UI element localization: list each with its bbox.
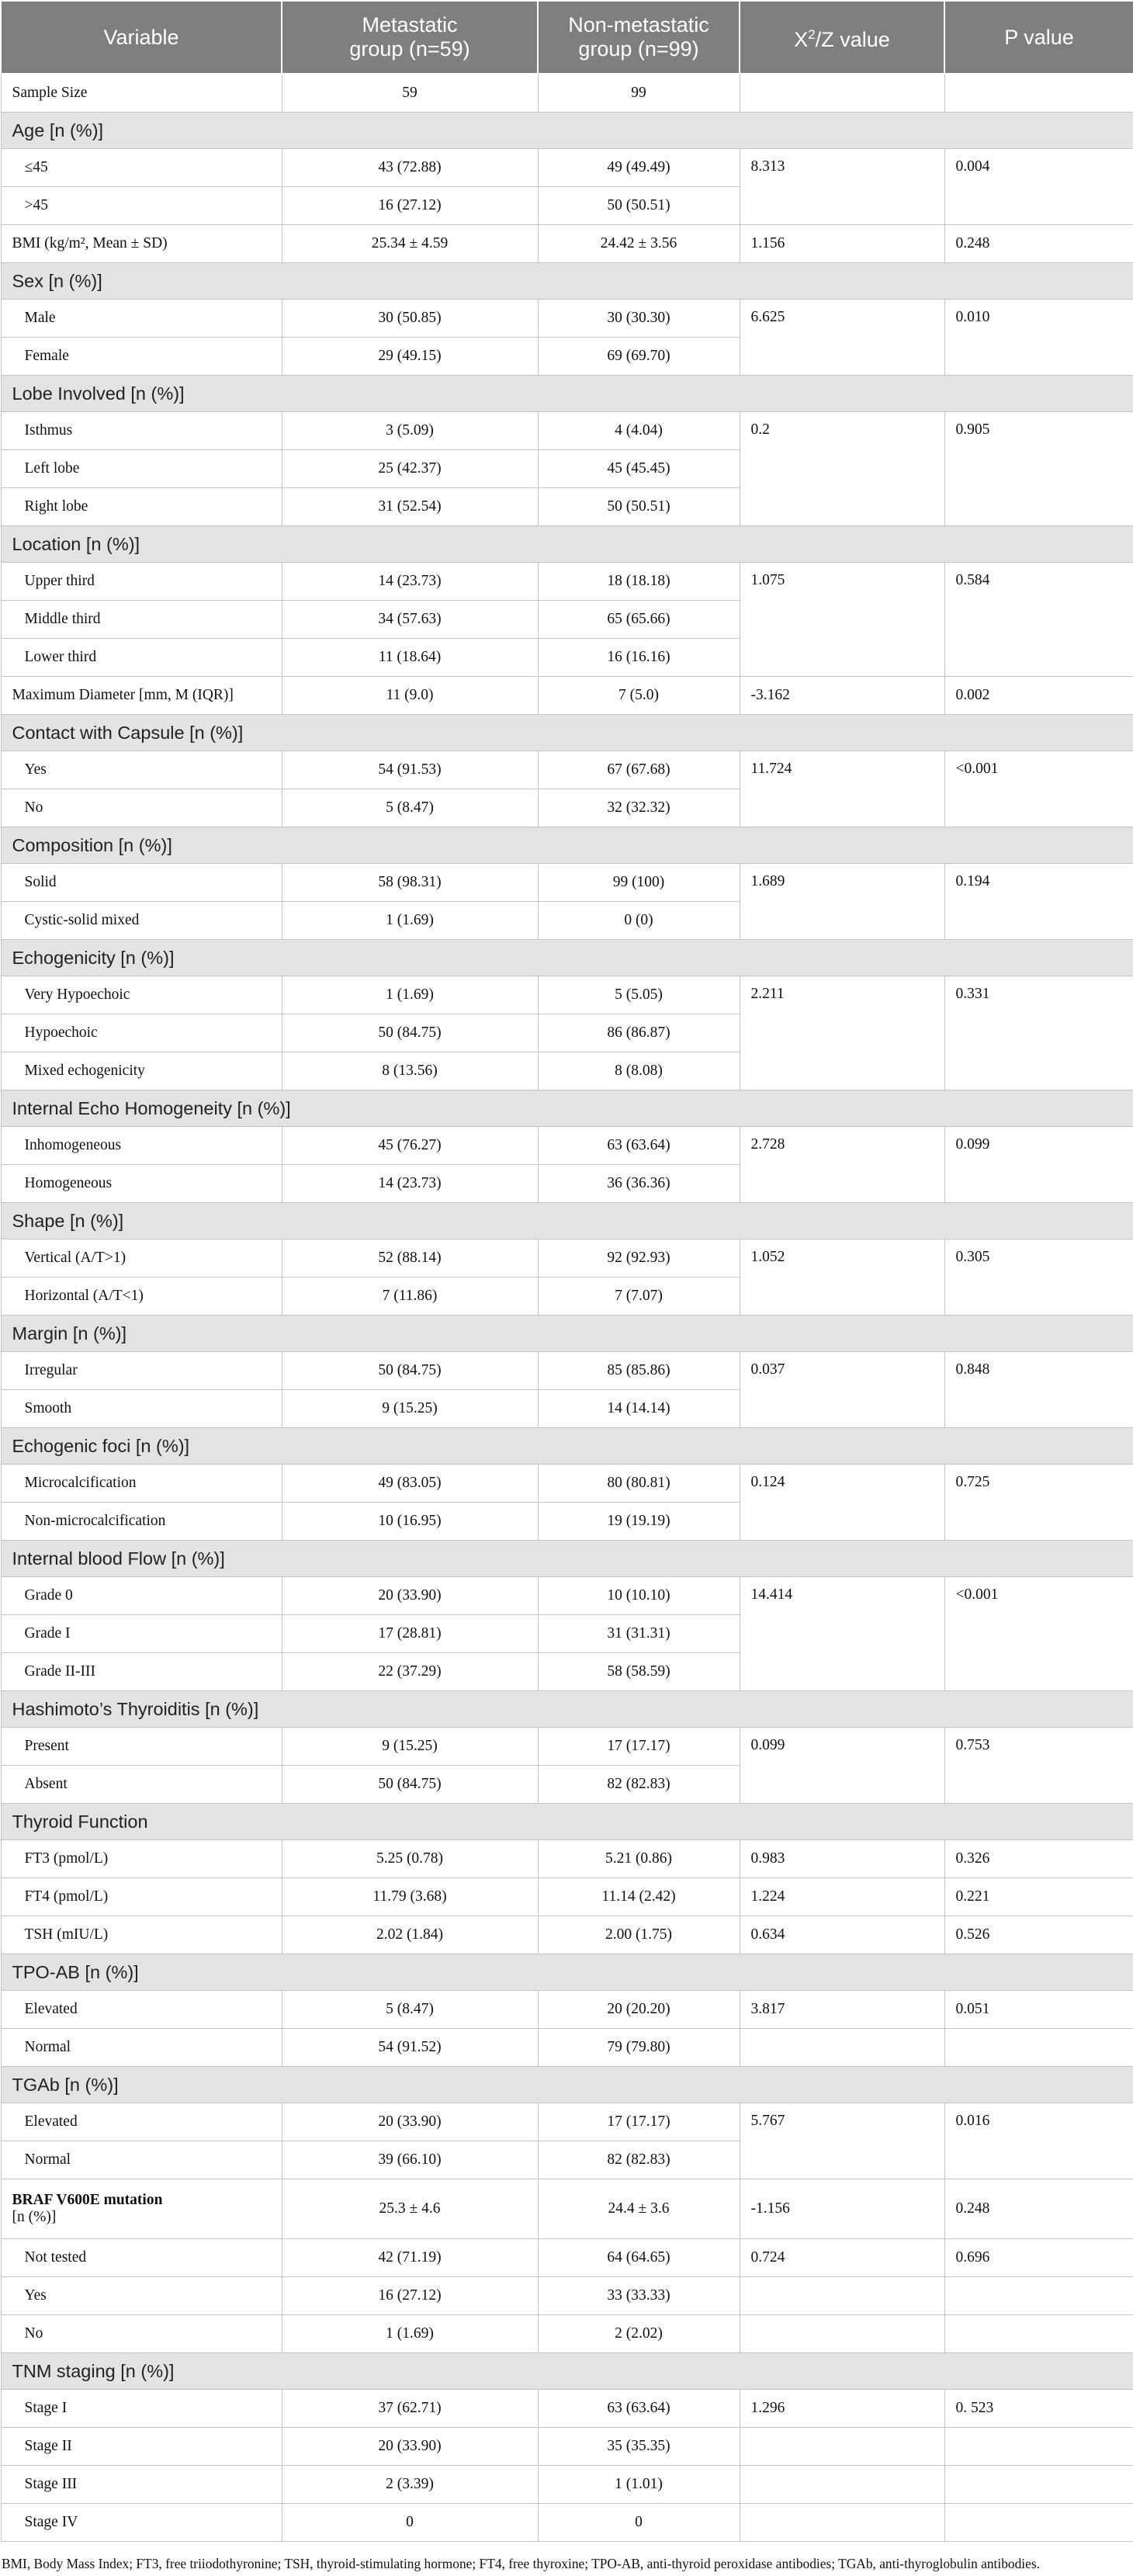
table-row xyxy=(1,864,1133,902)
non-metastatic-cell: 8 (8.08) xyxy=(538,1052,740,1090)
non-metastatic-cell: 7 (5.0) xyxy=(538,677,740,715)
metastatic-cell: 5.25 (0.78) xyxy=(282,1840,538,1878)
stat-cell: 5.767 xyxy=(740,2103,944,2179)
variable-cell: Grade 0 xyxy=(1,1577,282,1615)
table-row xyxy=(1,1352,1133,1390)
variable-cell: No xyxy=(1,789,282,827)
p-value-cell: <0.001 xyxy=(944,1577,1133,1691)
non-metastatic-cell: 92 (92.93) xyxy=(538,1239,740,1278)
metastatic-cell: 45 (76.27) xyxy=(282,1127,538,1165)
non-metastatic-cell: 20 (20.20) xyxy=(538,1991,740,2029)
stat-cell: 11.724 xyxy=(740,751,944,827)
variable-cell: Inhomogeneous xyxy=(1,1127,282,1165)
non-metastatic-cell: 19 (19.19) xyxy=(538,1503,740,1541)
table-row xyxy=(1,1728,1133,1766)
variable-cell: Elevated xyxy=(1,1991,282,2029)
p-value-cell: 0.010 xyxy=(944,300,1133,376)
metastatic-cell: 31 (52.54) xyxy=(282,488,538,526)
section-row xyxy=(1,1428,1133,1465)
metastatic-cell: 22 (37.29) xyxy=(282,1653,538,1691)
metastatic-cell: 7 (11.86) xyxy=(282,1278,538,1316)
metastatic-cell: 25.34 ± 4.59 xyxy=(282,225,538,263)
variable-cell: FT4 (pmol/L) xyxy=(1,1878,282,1916)
non-metastatic-cell: 24.42 ± 3.56 xyxy=(538,225,740,263)
metastatic-cell: 29 (49.15) xyxy=(282,338,538,376)
section-row xyxy=(1,1804,1133,1840)
table-header xyxy=(1,1,1133,74)
metastatic-cell: 54 (91.52) xyxy=(282,2029,538,2067)
stat-cell xyxy=(740,74,944,113)
variable-cell: Stage IV xyxy=(1,2504,282,2542)
p-value-cell: 0.194 xyxy=(944,864,1133,940)
non-metastatic-cell: 50 (50.51) xyxy=(538,187,740,225)
metastatic-cell: 54 (91.53) xyxy=(282,751,538,789)
stat-cell: 1.156 xyxy=(740,225,944,263)
non-metastatic-cell: 18 (18.18) xyxy=(538,563,740,601)
table-row xyxy=(1,1878,1133,1916)
metastatic-cell: 16 (27.12) xyxy=(282,187,538,225)
non-metastatic-cell: 99 xyxy=(538,74,740,113)
header-row xyxy=(1,1,1133,74)
table-row xyxy=(1,1127,1133,1165)
non-metastatic-cell: 63 (63.64) xyxy=(538,2390,740,2428)
non-metastatic-cell: 5 (5.05) xyxy=(538,976,740,1014)
variable-cell: Present xyxy=(1,1728,282,1766)
header-metastatic xyxy=(282,1,538,74)
p-value-cell xyxy=(944,2315,1133,2353)
table-row xyxy=(1,1239,1133,1278)
variable-cell: Yes xyxy=(1,751,282,789)
stat-cell: 0.983 xyxy=(740,1840,944,1878)
metastatic-cell: 2.02 (1.84) xyxy=(282,1916,538,1954)
variable-cell: Left lobe xyxy=(1,450,282,488)
stat-cell xyxy=(740,2504,944,2542)
p-value-cell: 0.326 xyxy=(944,1840,1133,1878)
header-stat xyxy=(740,1,944,74)
non-metastatic-cell: 86 (86.87) xyxy=(538,1014,740,1052)
header-non-metastatic-line2: group (n=99) xyxy=(578,37,699,61)
non-metastatic-cell: 80 (80.81) xyxy=(538,1465,740,1503)
stat-cell: 0.634 xyxy=(740,1916,944,1954)
metastatic-cell: 50 (84.75) xyxy=(282,1014,538,1052)
section-label: Internal blood Flow [n (%)] xyxy=(1,1541,1133,1577)
non-metastatic-cell: 10 (10.10) xyxy=(538,1577,740,1615)
variable-cell: BMI (kg/m², Mean ± SD) xyxy=(1,225,282,263)
metastatic-cell: 43 (72.88) xyxy=(282,149,538,187)
non-metastatic-cell: 49 (49.49) xyxy=(538,149,740,187)
metastatic-cell: 50 (84.75) xyxy=(282,1766,538,1804)
section-label: Composition [n (%)] xyxy=(1,827,1133,864)
table-row xyxy=(1,2390,1133,2428)
section-row xyxy=(1,827,1133,864)
variable-cell: Hypoechoic xyxy=(1,1014,282,1052)
p-value-cell: 0.221 xyxy=(944,1878,1133,1916)
non-metastatic-cell: 58 (58.59) xyxy=(538,1653,740,1691)
variable-cell: Grade I xyxy=(1,1615,282,1653)
section-label: Contact with Capsule [n (%)] xyxy=(1,715,1133,751)
metastatic-cell: 30 (50.85) xyxy=(282,300,538,338)
section-label: Thyroid Function xyxy=(1,1804,1133,1840)
non-metastatic-cell: 1 (1.01) xyxy=(538,2466,740,2504)
metastatic-cell: 16 (27.12) xyxy=(282,2277,538,2315)
metastatic-cell: 11.79 (3.68) xyxy=(282,1878,538,1916)
section-row xyxy=(1,376,1133,412)
stat-cell: 2.728 xyxy=(740,1127,944,1203)
table-row xyxy=(1,2315,1133,2353)
metastatic-cell: 17 (28.81) xyxy=(282,1615,538,1653)
non-metastatic-cell: 16 (16.16) xyxy=(538,639,740,677)
variable-cell: Very Hypoechoic xyxy=(1,976,282,1014)
section-row xyxy=(1,2067,1133,2103)
header-metastatic-line2: group (n=59) xyxy=(349,37,470,61)
p-value-cell: 0.331 xyxy=(944,976,1133,1090)
stat-cell: 1.689 xyxy=(740,864,944,940)
metastatic-cell: 1 (1.69) xyxy=(282,2315,538,2353)
table-row xyxy=(1,1991,1133,2029)
metastatic-cell: 25.3 ± 4.6 xyxy=(282,2179,538,2239)
p-value-cell: 0.248 xyxy=(944,2179,1133,2239)
header-metastatic-line1: Metastatic xyxy=(362,13,458,36)
table-row xyxy=(1,74,1133,113)
variable-cell: Stage II xyxy=(1,2428,282,2466)
table-row xyxy=(1,2428,1133,2466)
non-metastatic-cell: 50 (50.51) xyxy=(538,488,740,526)
p-value-cell xyxy=(944,2029,1133,2067)
non-metastatic-cell: 7 (7.07) xyxy=(538,1278,740,1316)
stat-cell: 0.2 xyxy=(740,412,944,526)
header-variable: Variable xyxy=(1,1,282,74)
variable-cell: Lower third xyxy=(1,639,282,677)
non-metastatic-cell: 17 (17.17) xyxy=(538,1728,740,1766)
stat-cell xyxy=(740,2029,944,2067)
metastatic-cell: 5 (8.47) xyxy=(282,1991,538,2029)
variable-cell: Solid xyxy=(1,864,282,902)
variable-cell: TSH (mIU/L) xyxy=(1,1916,282,1954)
non-metastatic-cell: 2 (2.02) xyxy=(538,2315,740,2353)
non-metastatic-cell: 4 (4.04) xyxy=(538,412,740,450)
table-row xyxy=(1,1840,1133,1878)
metastatic-cell: 25 (42.37) xyxy=(282,450,538,488)
stat-cell: 14.414 xyxy=(740,1577,944,1691)
non-metastatic-cell: 30 (30.30) xyxy=(538,300,740,338)
non-metastatic-cell: 32 (32.32) xyxy=(538,789,740,827)
stat-cell: 2.211 xyxy=(740,976,944,1090)
stat-cell xyxy=(740,2277,944,2315)
non-metastatic-cell: 36 (36.36) xyxy=(538,1165,740,1203)
variable-cell: Sample Size xyxy=(1,74,282,113)
metastatic-cell: 11 (18.64) xyxy=(282,639,538,677)
table-row xyxy=(1,300,1133,338)
metastatic-cell: 58 (98.31) xyxy=(282,864,538,902)
non-metastatic-cell: 11.14 (2.42) xyxy=(538,1878,740,1916)
p-value-cell: 0.016 xyxy=(944,2103,1133,2179)
metastatic-cell: 2 (3.39) xyxy=(282,2466,538,2504)
p-value-cell xyxy=(944,2428,1133,2466)
variable-cell: Mixed echogenicity xyxy=(1,1052,282,1090)
variable-cell: >45 xyxy=(1,187,282,225)
variable-cell xyxy=(1,2179,282,2239)
variable-cell: Female xyxy=(1,338,282,376)
metastatic-cell: 14 (23.73) xyxy=(282,1165,538,1203)
section-row xyxy=(1,940,1133,976)
variable-cell: Smooth xyxy=(1,1390,282,1428)
non-metastatic-cell: 5.21 (0.86) xyxy=(538,1840,740,1878)
section-label: Hashimoto’s Thyroiditis [n (%)] xyxy=(1,1691,1133,1728)
section-label: TNM staging [n (%)] xyxy=(1,2353,1133,2390)
p-value-cell: 0.753 xyxy=(944,1728,1133,1804)
metastatic-cell: 9 (15.25) xyxy=(282,1390,538,1428)
header-p-value: P value xyxy=(944,1,1133,74)
table-row xyxy=(1,2029,1133,2067)
non-metastatic-cell: 24.4 ± 3.6 xyxy=(538,2179,740,2239)
table-row xyxy=(1,2277,1133,2315)
section-row xyxy=(1,526,1133,563)
variable-cell: Stage I xyxy=(1,2390,282,2428)
stat-cell: 1.052 xyxy=(740,1239,944,1316)
p-value-cell xyxy=(944,2466,1133,2504)
variable-label: BRAF V600E mutation xyxy=(12,2192,163,2208)
variable-cell: Horizontal (A/T<1) xyxy=(1,1278,282,1316)
non-metastatic-cell: 69 (69.70) xyxy=(538,338,740,376)
non-metastatic-cell: 63 (63.64) xyxy=(538,1127,740,1165)
metastatic-cell: 42 (71.19) xyxy=(282,2239,538,2277)
table-row xyxy=(1,751,1133,789)
non-metastatic-cell: 79 (79.80) xyxy=(538,2029,740,2067)
variable-cell: Absent xyxy=(1,1766,282,1804)
metastatic-cell: 8 (13.56) xyxy=(282,1052,538,1090)
variable-cell: Yes xyxy=(1,2277,282,2315)
p-value-cell: 0.584 xyxy=(944,563,1133,677)
non-metastatic-cell: 82 (82.83) xyxy=(538,2141,740,2179)
stat-cell xyxy=(740,2466,944,2504)
table-row xyxy=(1,412,1133,450)
section-label: Lobe Involved [n (%)] xyxy=(1,376,1133,412)
section-label: Echogenicity [n (%)] xyxy=(1,940,1133,976)
variable-cell: ≤45 xyxy=(1,149,282,187)
metastatic-cell: 1 (1.69) xyxy=(282,976,538,1014)
variable-cell: Irregular xyxy=(1,1352,282,1390)
non-metastatic-cell: 45 (45.45) xyxy=(538,450,740,488)
header-stat-sup: 2 xyxy=(808,27,816,42)
p-value-cell: 0.905 xyxy=(944,412,1133,526)
section-row xyxy=(1,1541,1133,1577)
metastatic-cell: 10 (16.95) xyxy=(282,1503,538,1541)
section-row xyxy=(1,715,1133,751)
p-value-cell: 0.696 xyxy=(944,2239,1133,2277)
stat-cell: 6.625 xyxy=(740,300,944,376)
table-row xyxy=(1,677,1133,715)
variable-cell: Cystic-solid mixed xyxy=(1,902,282,940)
variable-cell: Vertical (A/T>1) xyxy=(1,1239,282,1278)
non-metastatic-cell: 35 (35.35) xyxy=(538,2428,740,2466)
non-metastatic-cell: 2.00 (1.75) xyxy=(538,1916,740,1954)
section-label: Echogenic foci [n (%)] xyxy=(1,1428,1133,1465)
metastatic-cell: 37 (62.71) xyxy=(282,2390,538,2428)
metastatic-cell: 11 (9.0) xyxy=(282,677,538,715)
metastatic-cell: 39 (66.10) xyxy=(282,2141,538,2179)
variable-cell: Middle third xyxy=(1,601,282,639)
section-label: Age [n (%)] xyxy=(1,113,1133,149)
non-metastatic-cell: 67 (67.68) xyxy=(538,751,740,789)
stat-cell: -1.156 xyxy=(740,2179,944,2239)
stat-cell xyxy=(740,2315,944,2353)
section-label: Location [n (%)] xyxy=(1,526,1133,563)
metastatic-cell: 14 (23.73) xyxy=(282,563,538,601)
variable-cell: Homogeneous xyxy=(1,1165,282,1203)
stat-cell: 0.124 xyxy=(740,1465,944,1541)
section-label: Internal Echo Homogeneity [n (%)] xyxy=(1,1090,1133,1127)
variable-cell: Normal xyxy=(1,2141,282,2179)
p-value-cell xyxy=(944,2504,1133,2542)
table-row xyxy=(1,2504,1133,2542)
variable-cell: Right lobe xyxy=(1,488,282,526)
variable-cell: Stage III xyxy=(1,2466,282,2504)
metastatic-cell: 52 (88.14) xyxy=(282,1239,538,1278)
table-row xyxy=(1,225,1133,263)
p-value-cell: <0.001 xyxy=(944,751,1133,827)
section-row xyxy=(1,1090,1133,1127)
table-row xyxy=(1,2239,1133,2277)
non-metastatic-cell: 99 (100) xyxy=(538,864,740,902)
p-value-cell: 0.848 xyxy=(944,1352,1133,1428)
p-value-cell xyxy=(944,74,1133,113)
table-row xyxy=(1,1577,1133,1615)
metastatic-cell: 49 (83.05) xyxy=(282,1465,538,1503)
variable-cell: FT3 (pmol/L) xyxy=(1,1840,282,1878)
header-stat-suffix: /Z value xyxy=(815,28,890,51)
non-metastatic-cell: 14 (14.14) xyxy=(538,1390,740,1428)
metastatic-cell: 9 (15.25) xyxy=(282,1728,538,1766)
metastatic-cell: 20 (33.90) xyxy=(282,1577,538,1615)
non-metastatic-cell: 65 (65.66) xyxy=(538,601,740,639)
p-value-cell: 0.051 xyxy=(944,1991,1133,2029)
variable-cell: Grade II-III xyxy=(1,1653,282,1691)
section-row xyxy=(1,1954,1133,1991)
stat-cell: 1.075 xyxy=(740,563,944,677)
section-row xyxy=(1,2353,1133,2390)
section-row xyxy=(1,113,1133,149)
stat-cell: 1.224 xyxy=(740,1878,944,1916)
table-row xyxy=(1,976,1133,1014)
stat-cell: 3.817 xyxy=(740,1991,944,2029)
non-metastatic-cell: 17 (17.17) xyxy=(538,2103,740,2141)
table-row xyxy=(1,2103,1133,2141)
metastatic-cell: 3 (5.09) xyxy=(282,412,538,450)
table-row xyxy=(1,1916,1133,1954)
metastatic-cell: 0 xyxy=(282,2504,538,2542)
variable-cell: Non-microcalcification xyxy=(1,1503,282,1541)
table-footnote: BMI, Body Mass Index; FT3, free triiodothyronine; TSH, thyroid-stimulating hormone; FT4, free thyroxine; TPO-AB, anti-thyroid peroxidase antibodies; TGAb, anti-thyroglobulin antibodies. xyxy=(2,2556,1040,2571)
header-non-metastatic xyxy=(538,1,740,74)
variable-cell: Elevated xyxy=(1,2103,282,2141)
non-metastatic-cell: 82 (82.83) xyxy=(538,1766,740,1804)
section-row xyxy=(1,1316,1133,1352)
variable-cell: No xyxy=(1,2315,282,2353)
section-row xyxy=(1,263,1133,300)
section-row xyxy=(1,1691,1133,1728)
metastatic-cell: 5 (8.47) xyxy=(282,789,538,827)
header-stat-prefix: X xyxy=(794,28,809,51)
p-value-cell: 0.248 xyxy=(944,225,1133,263)
metastatic-cell: 20 (33.90) xyxy=(282,2428,538,2466)
section-row xyxy=(1,1203,1133,1239)
non-metastatic-cell: 0 xyxy=(538,2504,740,2542)
section-label: Shape [n (%)] xyxy=(1,1203,1133,1239)
metastatic-cell: 20 (33.90) xyxy=(282,2103,538,2141)
table-row xyxy=(1,563,1133,601)
non-metastatic-cell: 33 (33.33) xyxy=(538,2277,740,2315)
metastatic-cell: 1 (1.69) xyxy=(282,902,538,940)
table-row xyxy=(1,149,1133,187)
section-label: TPO-AB [n (%)] xyxy=(1,1954,1133,1991)
variable-cell: Isthmus xyxy=(1,412,282,450)
non-metastatic-cell: 64 (64.65) xyxy=(538,2239,740,2277)
metastatic-cell: 50 (84.75) xyxy=(282,1352,538,1390)
p-value-cell: 0. 523 xyxy=(944,2390,1133,2428)
variable-label-unit: [n (%)] xyxy=(12,2209,57,2225)
non-metastatic-cell: 31 (31.31) xyxy=(538,1615,740,1653)
stat-cell: -3.162 xyxy=(740,677,944,715)
stat-cell: 8.313 xyxy=(740,149,944,225)
variable-cell: Maximum Diameter [mm, M (IQR)] xyxy=(1,677,282,715)
variable-cell: Microcalcification xyxy=(1,1465,282,1503)
metastatic-cell: 59 xyxy=(282,74,538,113)
section-label: TGAb [n (%)] xyxy=(1,2067,1133,2103)
section-label: Sex [n (%)] xyxy=(1,263,1133,300)
stat-cell: 0.099 xyxy=(740,1728,944,1804)
metastatic-cell: 34 (57.63) xyxy=(282,601,538,639)
table-row xyxy=(1,2179,1133,2239)
non-metastatic-cell: 0 (0) xyxy=(538,902,740,940)
p-value-cell: 0.526 xyxy=(944,1916,1133,1954)
variable-cell: Not tested xyxy=(1,2239,282,2277)
p-value-cell: 0.002 xyxy=(944,677,1133,715)
p-value-cell: 0.725 xyxy=(944,1465,1133,1541)
table-row xyxy=(1,2466,1133,2504)
variable-cell: Normal xyxy=(1,2029,282,2067)
non-metastatic-cell: 85 (85.86) xyxy=(538,1352,740,1390)
section-label: Margin [n (%)] xyxy=(1,1316,1133,1352)
header-non-metastatic-line1: Non-metastatic xyxy=(568,13,709,36)
table-body xyxy=(1,74,1133,2542)
variable-cell: Male xyxy=(1,300,282,338)
stat-cell: 0.724 xyxy=(740,2239,944,2277)
table-row xyxy=(1,1465,1133,1503)
stat-cell xyxy=(740,2428,944,2466)
variable-cell: Upper third xyxy=(1,563,282,601)
p-value-cell: 0.099 xyxy=(944,1127,1133,1203)
stat-cell: 0.037 xyxy=(740,1352,944,1428)
p-value-cell: 0.305 xyxy=(944,1239,1133,1316)
p-value-cell xyxy=(944,2277,1133,2315)
p-value-cell: 0.004 xyxy=(944,149,1133,225)
stat-cell: 1.296 xyxy=(740,2390,944,2428)
